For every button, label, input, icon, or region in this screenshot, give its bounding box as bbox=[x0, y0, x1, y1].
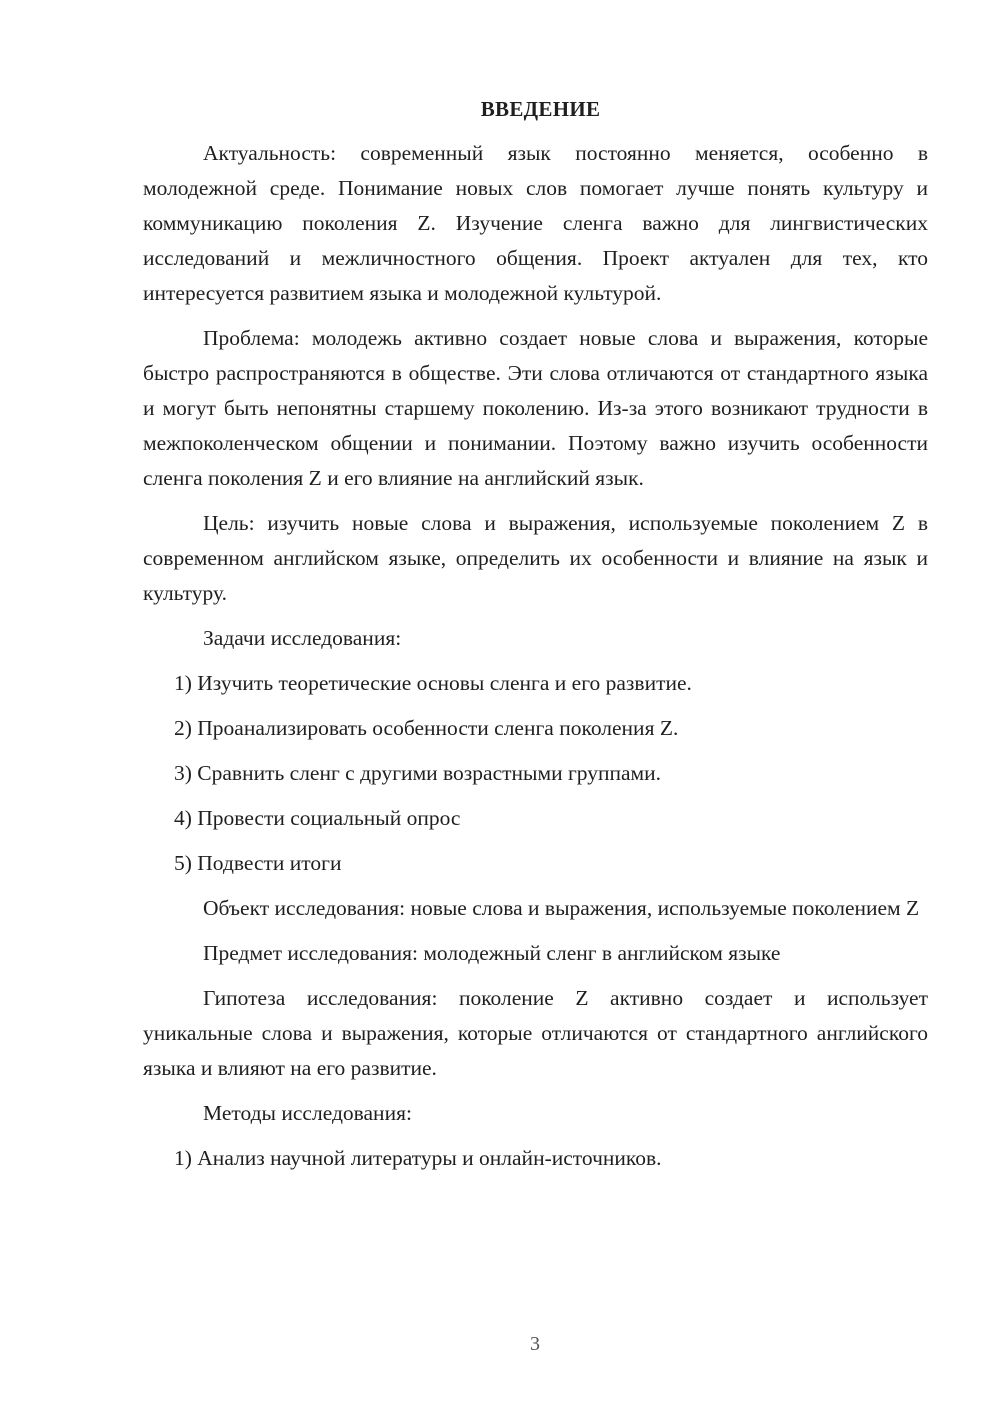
methods-heading: Методы исследования: bbox=[203, 1101, 412, 1125]
problem-paragraph: Проблема: молодежь активно создает новые слова и выражения, которые быстро распространяются в обществе. Эти слова отличаются от стандартного языка и могут быть непонятны старшему поколению. Из-за этого возникают трудности в межпоколенческом общении и понимании. Поэтому важно изучить особенности сленга поколения Z и его влияние на английский язык. bbox=[143, 326, 928, 490]
list-item: 1) Изучить теоретические основы сленга и его развитие. bbox=[174, 671, 692, 695]
methods-list bbox=[143, 1141, 928, 1176]
hypothesis-paragraph: Гипотеза исследования: поколение Z активно создает и использует уникальные слова и выражения, которые отличаются от стандартного английского языка и влияют на его развитие. bbox=[143, 986, 928, 1080]
list-item: 1) Анализ научной литературы и онлайн-источников. bbox=[174, 1146, 662, 1170]
subject-paragraph: Предмет исследования: молодежный сленг в английском языке bbox=[203, 941, 781, 965]
list-item: 4) Провести социальный опрос bbox=[174, 806, 461, 830]
page-number: 3 bbox=[530, 1333, 540, 1355]
list-item: 5) Подвести итоги bbox=[174, 851, 342, 875]
list-item: 3) Сравнить сленг с другими возрастными группами. bbox=[174, 761, 662, 785]
list-item: 2) Проанализировать особенности сленга поколения Z. bbox=[174, 716, 679, 740]
page-content bbox=[143, 94, 928, 1186]
tasks-list bbox=[143, 666, 928, 881]
goal-paragraph: Цель: изучить новые слова и выражения, используемые поколением Z в современном английском языке, определить их особенности и влияние на язык и культуру. bbox=[143, 511, 928, 605]
section-title: ВВЕДЕНИЕ bbox=[480, 97, 601, 121]
tasks-heading: Задачи исследования: bbox=[203, 626, 402, 650]
relevance-paragraph: Актуальность: современный язык постоянно меняется, особенно в молодежной среде. Понимание новых слов помогает лучше понять культуру и коммуникацию поколения Z. Изучение сленга важно для лингвистических исследований и межличностного общения. Проект актуален для тех, кто интересуется развитием языка и молодежной культурой. bbox=[143, 141, 928, 305]
object-paragraph: Объект исследования: новые слова и выражения, используемые поколением Z bbox=[203, 896, 920, 920]
